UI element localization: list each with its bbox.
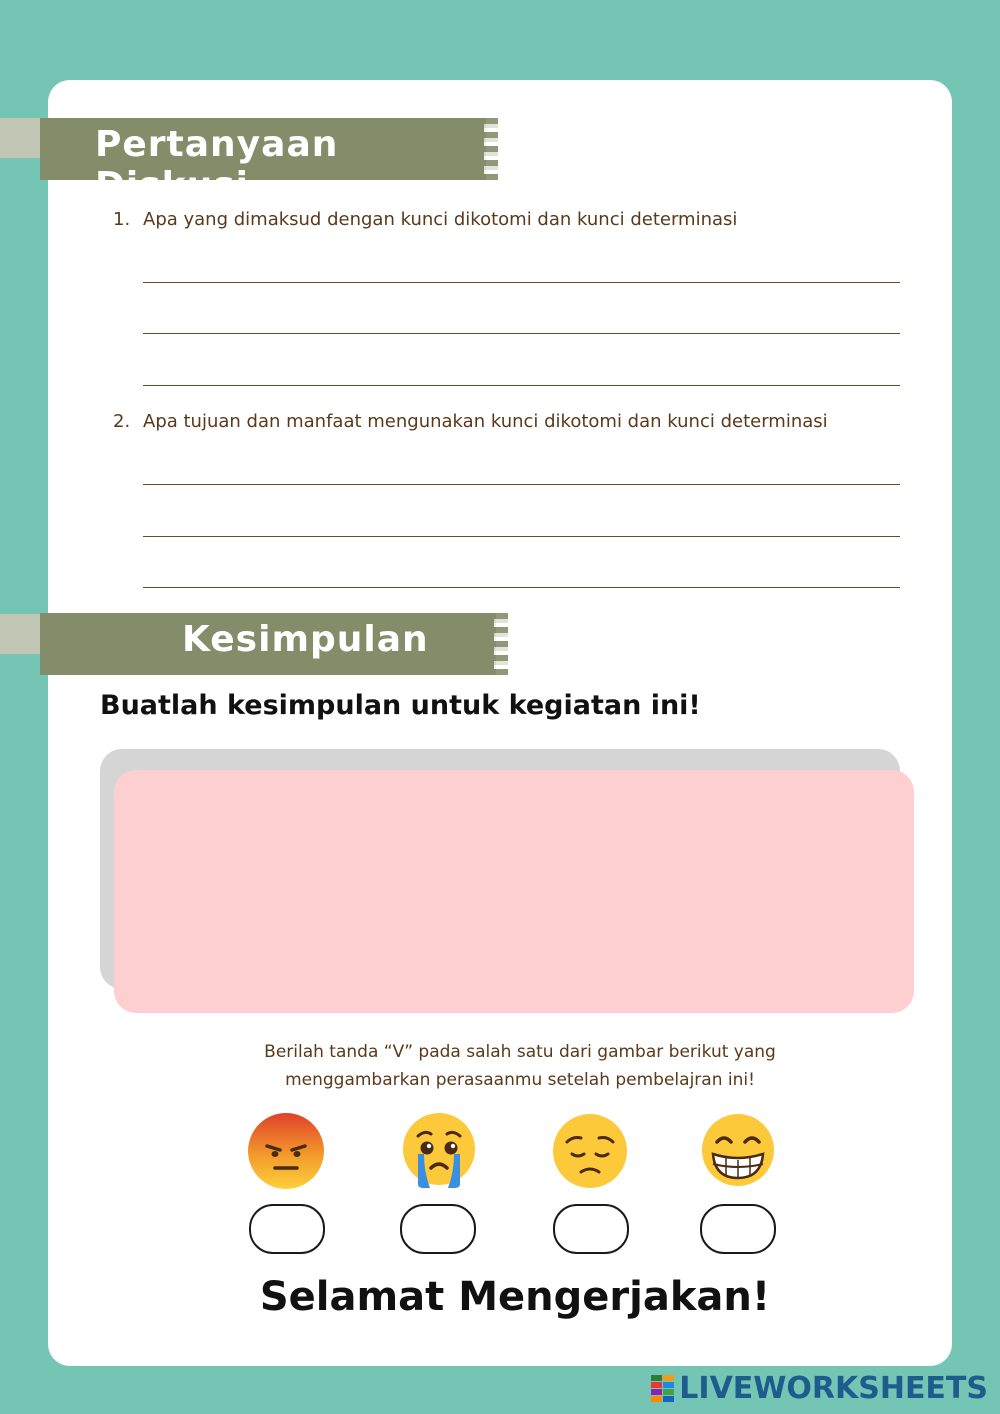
feeling-checkbox-crying[interactable] [400, 1204, 476, 1254]
section-banner-conclusion [40, 613, 496, 675]
conclusion-input-box[interactable] [114, 770, 914, 1013]
question-1 [113, 209, 737, 230]
feelings-instruction [220, 1038, 820, 1094]
grinning-face-icon [699, 1112, 777, 1190]
crying-face-icon [400, 1112, 478, 1190]
question-2 [113, 411, 828, 432]
question-text: Apa yang dimaksud dengan kunci dikotomi dan kunci determinasi [143, 209, 738, 230]
pensive-face-icon [551, 1112, 629, 1190]
section-title-conclusion: Kesimpulan [182, 619, 429, 660]
feeling-checkbox-pensive[interactable] [553, 1204, 629, 1254]
worksheet-card [48, 80, 952, 1366]
liveworksheets-logo [651, 1371, 988, 1406]
question-text: Apa tujuan dan manfaat mengunakan kunci dikotomi dan kunci determinasi [143, 411, 828, 432]
answer-line[interactable] [143, 484, 900, 485]
instruction-line: menggambarkan perasaanmu setelah pembelajran ini! [285, 1070, 755, 1090]
conclusion-prompt: Buatlah kesimpulan untuk kegiatan ini! [100, 690, 701, 721]
logo-blocks-icon [651, 1375, 675, 1403]
answer-line[interactable] [143, 333, 900, 334]
angry-face-icon [247, 1112, 325, 1190]
closing-message: Selamat Mengerjakan! [259, 1274, 771, 1320]
answer-line[interactable] [143, 587, 900, 588]
question-number: 2. [113, 411, 131, 432]
answer-line[interactable] [143, 385, 900, 386]
feeling-checkbox-angry[interactable] [249, 1204, 325, 1254]
logo-text: LIVEWORKSHEETS [679, 1371, 988, 1406]
section-banner-discussion [40, 118, 486, 206]
answer-line[interactable] [143, 282, 900, 283]
question-number: 1. [113, 209, 131, 230]
feeling-checkbox-grinning[interactable] [700, 1204, 776, 1254]
answer-line[interactable] [143, 536, 900, 537]
instruction-line: Berilah tanda “V” pada salah satu dari gambar berikut yang [264, 1042, 776, 1062]
section-title-discussion: Pertanyaan Diskusi [95, 124, 339, 206]
